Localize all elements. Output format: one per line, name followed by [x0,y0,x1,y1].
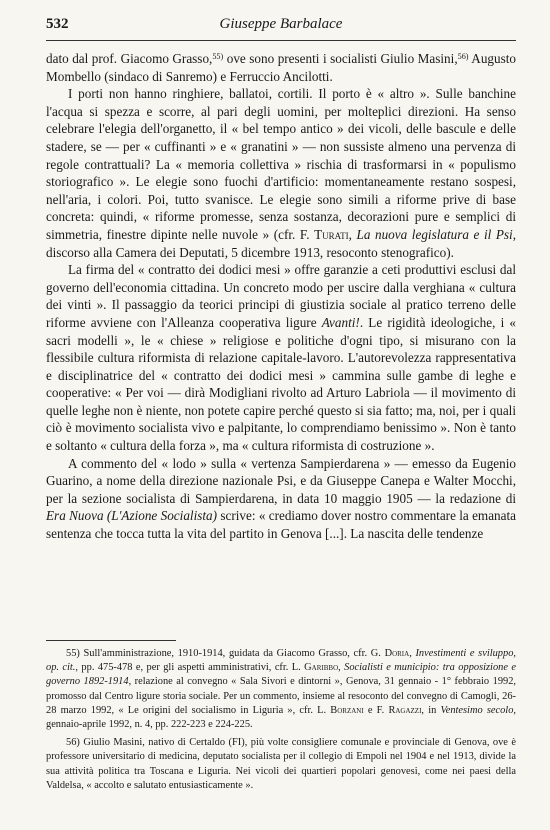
footnote-number: 55) [66,648,80,659]
main-text [46,50,516,543]
page-header [46,14,516,41]
footnote-ref-56[interactable]: 56) [457,51,469,61]
paragraph-1: dato dal prof. Giacomo Grasso,$^{55)}$ ove sono presenti i socialisti Giulio Masini,$^{56)}$ Augusto Mombello (sindaco di Sanremo) e Ferruccio Ancilotti. [46,51,516,84]
footnote-divider [46,640,176,641]
cited-title: Era Nuova (L'Azione Socialista) [46,508,218,524]
running-title: Giuseppe Barbalace [219,16,343,32]
paragraph-4: A commento del « lodo » sulla « vertenza Sampierdarena » — emesso da Eugenio Guarino, a nome della direzione nazionale Psi, e da Giuseppe Canepa e Walter Mocchi, per la sezione socialista di Sampierdarena, in data 10 maggio 1905 — la redazione di Era Nuova (L'Azione Socialista) scrive: « crediamo dover nostro commentare la emanata sentenza che tocca tutta la vita del partito in Genova [...]. La nascita delle tendenze [46,455,517,542]
author-name: Turati [314,226,349,242]
footnote-number: 56) [66,737,80,749]
footnote-ref-55[interactable]: 55) [212,51,224,61]
page-number: 532 [46,16,69,32]
footnotes [46,640,516,797]
paragraph-3: La firma del « contratto dei dodici mesi » offre garanzie a ceti produttivi esclusi dal governo dell'economia cittadina. Un concreto modo per uscire dalla verghiana « cultura dei vinti ». Il passaggio da teorici principi di giustizia sociale al pratico terreno delle riforme avviene con l'Alleanza cooperativa ligure Avanti!. Le rigidità ideologiche, i « sacri modelli », le « chiese » religiose e politiche d'ogni tipo, si misurano con la flessibile cultura riformista di relazione capitale-lavoro. L'autorevolezza rappresentativa e disciplinatrice del « contratto dei dodici mesi » cammina sulle gambe di leghe e cooperative: « Per voi — dirà Modigliani rivolto ad Arturo Labriola — il movimento di quelle leghe non è niente, non potete capire perché questo si sia fatto; ma, noi, per i quali ciò è movimento socialista vivo e palpitante, lo comprendiamo benissimo ». Non è tanto e soltanto « cultura della forza », ma « cultura riformista di costruzione ». [46,262,516,454]
cited-title: Avanti! [321,314,360,330]
cited-title: La nuova legislatura e il Psi [356,226,513,242]
footnote-56: 56) Giulio Masini, nativo di Certaldo (FI), più volte consigliere comunale e provinciale di Genova, ove è professore universitario di medicina, deputato socialista per il collegio di Empoli nel 1904 e nel 1913, divide la sua attività politica tra Toscana e Liguria. Nei vicoli dei quartieri popolari genovesi, come nei paesi della Valdelsa, « accolto e salutato entusiasticamente ». [46,737,516,791]
paragraph-2: I porti non hanno ringhiere, ballatoi, cortili. Il porto è « altro ». Sulle banchine l'acqua si spezza e scorre, al pari degli uomini, per molteplici direzioni. Ha senso celebrare l'elegia dell'organetto, il « bel tempo antico » dei vicoli, delle bascule e delle stadere, se — per « cuffinanti » e « granatini » — non sussiste almeno una pervenza di regole contrattuali? La « memoria collettiva » rischia di trasformarsi in « populismo storiografico ». Le elegie sono fuochi d'artificio: momentaneamente restano sospesi, nell'aria, i colori. Poi, tutto svanisce. Le elegie sono simili a riforme prive di base concreta: quindi, « riforme promesse, senza sostanza, decorazioni pure e semplici di simmetria, finestre dipinte nelle nuvole » (cfr. F. Turati, La nuova legislatura e il Psi, discorso alla Camera dei Deputati, 5 dicembre 1913, resoconto stenografico). [46,86,516,260]
footnote-55: 55) Sull'amministrazione, 1910-1914, guidata da Giacomo Grasso, cfr. G. Doria, Investimenti e sviluppo, op. cit., pp. 475-478 e, per gli aspetti amministrativi, cfr. L. Garibbo, Socialisti e municipio: tra opposizione e governo 1892-1914, relazione al convegno « Sala Sivori e dintorni », Genova, 31 gennaio - 1° febbraio 1992, promosso dal Centro ligure storia sociale. Per un commento, insieme al resoconto del convegno di Camogli, 26-28 marzo 1992, « Le origini del socialismo in Liguria », cfr. L. Borzani e F. Ragazzi, in Ventesimo secolo, gennaio-aprile 1992, n. 4, pp. 222-223 e 224-225. [46,648,516,731]
